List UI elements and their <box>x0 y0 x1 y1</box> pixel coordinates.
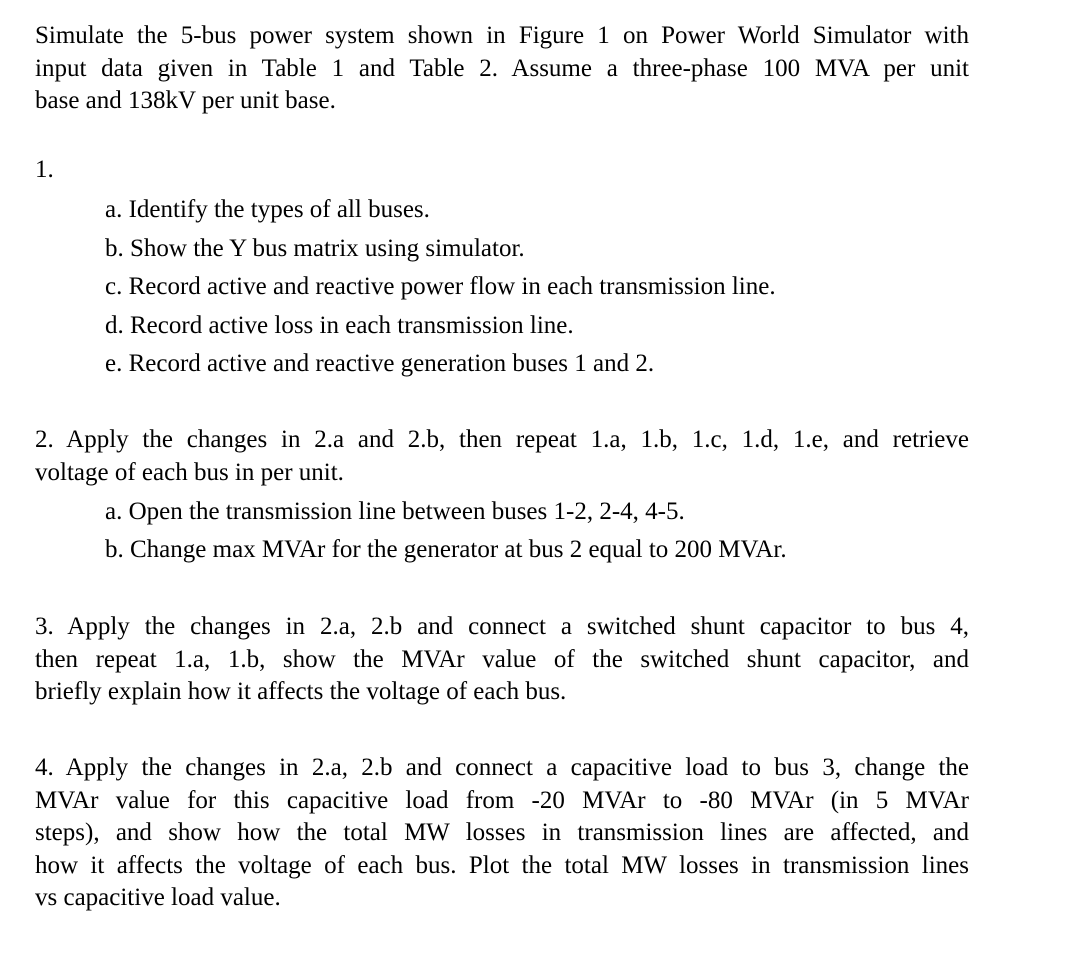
q4-line: vs capacitive load value. <box>35 884 281 911</box>
q3-line: briefly explain how it affects the voltage of each bus. <box>35 678 567 705</box>
intro-line: base and 138kV per unit base. <box>35 87 336 114</box>
q1-item-c: c. Record active and reactive power flow in each transmission line. <box>105 273 776 300</box>
q4-line: MVAr value for this capacitive load from -20 MVAr to -80 MVAr (in 5 MVAr <box>35 786 969 814</box>
q1-item-a: a. Identify the types of all buses. <box>105 196 430 223</box>
q4-line: steps), and show how the total MW losses in transmission lines are affected, and <box>35 819 969 846</box>
q3-line: then repeat 1.a, 1.b, show the MVAr value of the switched shunt capacitor, and <box>35 645 969 673</box>
q2-item-a: a. Open the transmission line between buses 1-2, 2-4, 4-5. <box>105 498 685 525</box>
q2-line: 2. Apply the changes in 2.a and 2.b, then repeat 1.a, 1.b, 1.c, 1.d, 1.e, and retrieve <box>35 426 969 453</box>
q2-paragraph <box>35 424 969 489</box>
q2-line: voltage of each bus in per unit. <box>35 458 344 486</box>
q1-item-b: b. Show the Y bus matrix using simulator. <box>105 235 525 262</box>
q4-line: how it affects the voltage of each bus. Plot the total MW losses in transmission lines <box>35 851 969 879</box>
q3-line: 3. Apply the changes in 2.a, 2.b and connect a switched shunt capacitor to bus 4, <box>35 613 969 640</box>
q1-number: 1. <box>35 156 54 183</box>
q1-item-e: e. Record active and reactive generation buses 1 and 2. <box>105 350 655 377</box>
intro-line: Simulate the 5-bus power system shown in Figure 1 on Power World Simulator with <box>35 22 969 49</box>
q4-line: 4. Apply the changes in 2.a, 2.b and connect a capacitive load to bus 3, change the <box>35 754 969 781</box>
q1-item-d: d. Record active loss in each transmission line. <box>105 312 574 339</box>
q4-paragraph <box>35 752 969 915</box>
q3-paragraph <box>35 611 969 709</box>
intro-line: input data given in Table 1 and Table 2. Assume a three-phase 100 MVA per unit <box>35 54 969 82</box>
q2-item-b: b. Change max MVAr for the generator at bus 2 equal to 200 MVAr. <box>105 536 787 563</box>
intro-paragraph <box>35 20 969 118</box>
